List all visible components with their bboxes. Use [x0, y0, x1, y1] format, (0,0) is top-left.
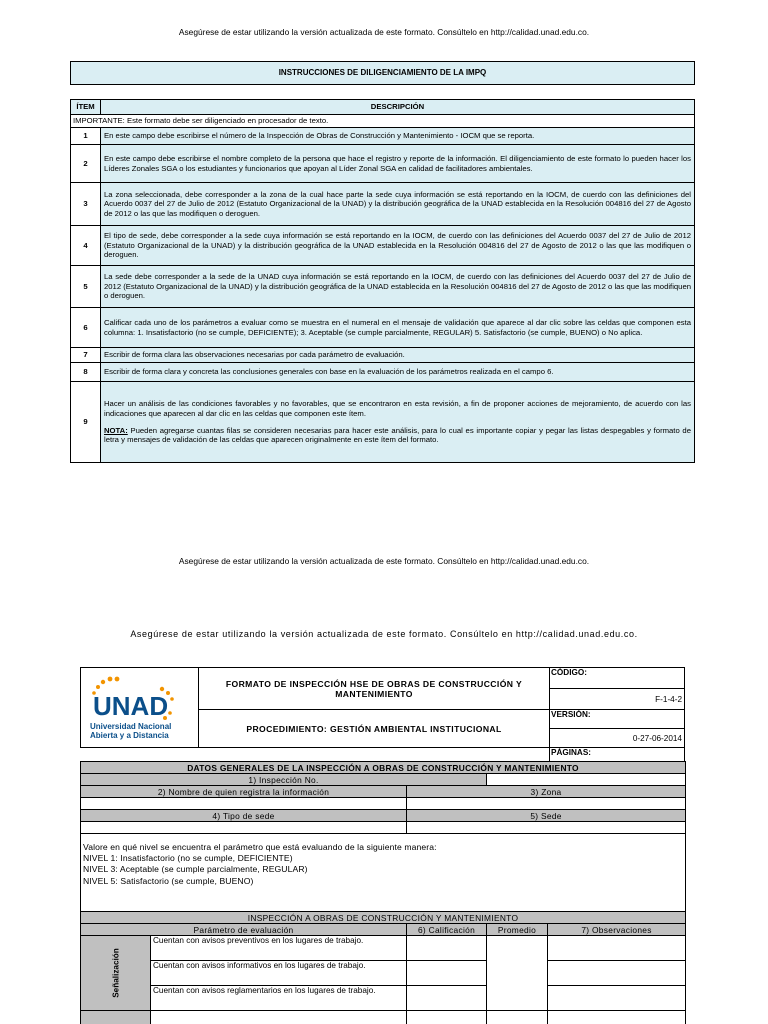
important-note: IMPORTANTE: Este formato debe ser diligenciado en procesador de texto. [71, 115, 695, 128]
item9-text: Hacer un análisis de las condiciones favorables y no favorables, que se encontraron en esta revisión, a fin de proponer acciones de mejoramiento, de acuerdo con las indicaciones que aparecen al dar clic en las celdas que componen este ítem. [104, 399, 691, 418]
codigo-value: F-1-4-2 [550, 689, 685, 710]
field-registrant-name-label: 2) Nombre de quien registra la información [81, 786, 407, 798]
table-row [71, 382, 695, 463]
version-value: 0-27-06-2014 [550, 729, 685, 748]
item-number: 6 [71, 308, 101, 348]
version-notice: Asegúrese de estar utilizando la versión actualizada de este formato. Consúltelo en http://calidad.unad.edu.co. [130, 629, 638, 639]
rating-levels [81, 834, 686, 912]
registrant-name-input[interactable] [81, 798, 407, 810]
version-notice: Asegúrese de estar utilizando la versión actualizada de este formato. Consúltelo en http://calidad.unad.edu.co. [178, 556, 590, 566]
item-description: Calificar cada uno de los parámetros a evaluar como se muestra en el numeral en el mensaje de validación que aparece al dar clic sobre las celdas que componen esta columna: 1. Insatisfactorio (no se cumple, DEFICIENTE); 3. Aceptable (se cumple parcialmente, REGULAR) 5. Satisfactorio (se cumple, BUENO) o No aplica. [101, 308, 695, 348]
table-row [71, 183, 695, 226]
item-description [101, 382, 695, 463]
svg-text:Abierta y a Distancia: Abierta y a Distancia [89, 730, 169, 740]
codigo-label: CÓDIGO: [550, 668, 685, 689]
version-label: VERSIÓN: [550, 710, 685, 729]
site-input[interactable] [407, 822, 686, 834]
level-3: NIVEL 3: Aceptable (se cumple parcialmente, REGULAR) [83, 864, 308, 875]
rating-cell[interactable] [407, 1011, 487, 1024]
field-zone-label: 3) Zona [407, 786, 686, 798]
svg-text:UNAD: UNAD [92, 690, 168, 721]
item-description: Escribir de forma clara las observaciones necesarias por cada parámetro de evaluación. [101, 348, 695, 363]
instructions-title: INSTRUCCIONES DE DILIGENCIAMIENTO DE LA IMPQ [70, 61, 695, 85]
svg-text:Universidad Nacional: Universidad Nacional [89, 721, 171, 731]
observations-cell[interactable] [548, 986, 686, 1011]
table-row [71, 348, 695, 363]
rating-cell[interactable] [407, 936, 487, 961]
level-5: NIVEL 5: Satisfactorio (se cumple, BUENO) [83, 875, 254, 886]
item-description: La sede debe corresponder a la sede de la UNAD cuya información se está reportando en la IOCM, de cuerdo con las definiciones del Acuerdo 0037 del 27 de Julio de 2012 (Estatuto Organizacional de la UNAD) y la distribución geográfica de la UNAD establecida en la Resolución 004816 del 27 de Agosto de 2012 o las que las modifiquen o deroguen. [101, 266, 695, 308]
observations-cell[interactable] [548, 1011, 686, 1024]
observations-column-header: 7) Observaciones [548, 924, 686, 936]
table-row [71, 308, 695, 348]
item-description: El tipo de sede, debe corresponder a la sede cuya información se está reportando en la IOCM, de cuerdo con las definiciones del Acuerdo 0037 del 27 de Julio de 2012 (Estatuto Organizacional de la UNAD) y la distribución geográfica de la UNAD establecida en la Resolución 004816 del 27 de Agosto de 2012 o las que las modifiquen o deroguen. [101, 226, 695, 266]
inspection-form [80, 761, 686, 1024]
note-label: NOTA: [104, 426, 128, 435]
item-description: Escribir de forma clara y concreta las conclusiones generales con base en la evaluación de los parámetros realizada en el campo 6. [101, 363, 695, 382]
table-row [81, 936, 686, 961]
table-row [71, 226, 695, 266]
paginas-label: PÁGINAS: [550, 748, 685, 762]
general-data-title: DATOS GENERALES DE LA INSPECCIÓN A OBRAS DE CONSTRUCCIÓN Y MANTENIMIENTO [81, 762, 686, 774]
table-row [71, 145, 695, 183]
procedure-label: PROCEDIMIENTO: GESTIÓN AMBIENTAL INSTITUCIONAL [199, 710, 550, 748]
item-number: 3 [71, 183, 101, 226]
table-row [71, 363, 695, 382]
parameter-text: Cuentan con avisos reglamentarios en los lugares de trabajo. [151, 986, 407, 1011]
inspection-section-title: INSPECCIÓN A OBRAS DE CONSTRUCCIÓN Y MANTENIMIENTO [81, 912, 686, 924]
parameter-text: Cuentan con avisos preventivos en los lugares de trabajo. [151, 936, 407, 961]
average-column-header: Promedio [487, 924, 548, 936]
inspection-number-input[interactable] [487, 774, 686, 786]
level-1: NIVEL 1: Insatisfactorio (no se cumple, DEFICIENTE) [83, 853, 293, 864]
item-description: En este campo debe escribirse el número de la Inspección de Obras de Construcción y Mantenimiento - IOCM que se reporta. [101, 128, 695, 145]
item-column-header: ÍTEM [71, 100, 101, 115]
item-number: 7 [71, 348, 101, 363]
item-number: 2 [71, 145, 101, 183]
item-number: 4 [71, 226, 101, 266]
average-cell [487, 936, 548, 1011]
description-column-header: DESCRIPCIÓN [101, 100, 695, 115]
item-number: 9 [71, 382, 101, 463]
rating-cell[interactable] [407, 961, 487, 986]
next-group-label [81, 1011, 151, 1024]
rating-cell[interactable] [407, 986, 487, 1011]
observations-cell[interactable] [548, 936, 686, 961]
instructions-table [70, 99, 695, 463]
unad-logo-icon [84, 671, 196, 743]
item-number: 1 [71, 128, 101, 145]
observations-cell[interactable] [548, 961, 686, 986]
item-description: En este campo debe escribirse el nombre completo de la persona que hace el registro y reporte de la información. El diligenciamiento de este formato lo pueden hacer los Líderes Zonales SGA o los estudiantes y funcionarios que apoyan al Líder Zonal SGA en calidad de facilitadores ambientales. [101, 145, 695, 183]
site-type-input[interactable] [81, 822, 407, 834]
field-site-type-label: 4) Tipo de sede [81, 810, 407, 822]
table-row [71, 266, 695, 308]
field-inspection-number-label: 1) Inspección No. [81, 774, 487, 786]
parameter-text: Cuentan con avisos informativos en los lugares de trabajo. [151, 961, 407, 986]
table-row [81, 1011, 686, 1024]
zone-input[interactable] [407, 798, 686, 810]
unad-logo [81, 668, 199, 748]
rating-column-header: 6) Calificación [407, 924, 487, 936]
field-site-label: 5) Sede [407, 810, 686, 822]
item-number: 8 [71, 363, 101, 382]
form-title: FORMATO DE INSPECCIÓN HSE DE OBRAS DE CONSTRUCCIÓN Y MANTENIMIENTO [199, 668, 550, 710]
table-row [81, 986, 686, 1011]
item-description: La zona seleccionada, debe corresponder a la zona de la cual hace parte la sede cuya información se está reportando en la IOCM, de cuerdo con las definiciones del Acuerdo 0037 del 27 de Julio de 2012 (Estatuto Organizacional de la UNAD) y la distribución geográfica de la UNAD establecida en la Resolución 004816 del 27 de Agosto de 2012 o las que las modifiquen o deroguen. [101, 183, 695, 226]
table-row [71, 128, 695, 145]
note-text: Pueden agregarse cuantas filas se consideren necesarias para hacer este análisis, para lo cual es importante copiar y pegar las listas despegables y formato de letra y mensajes de validación de las celdas que aparecen originalmente en este ítem del formato. [104, 426, 691, 445]
levels-intro: Valore en qué nivel se encuentra el parámetro que está evaluando de la siguiente manera: [83, 842, 437, 852]
item-number: 5 [71, 266, 101, 308]
parameter-column-header: Parámetro de evaluación [81, 924, 407, 936]
signage-group-label: Señalización [81, 936, 151, 1011]
item9-note [104, 426, 691, 445]
form-header [80, 667, 685, 776]
table-row [81, 961, 686, 986]
version-notice: Asegúrese de estar utilizando la versión actualizada de este formato. Consúltelo en http://calidad.unad.edu.co. [178, 27, 590, 37]
